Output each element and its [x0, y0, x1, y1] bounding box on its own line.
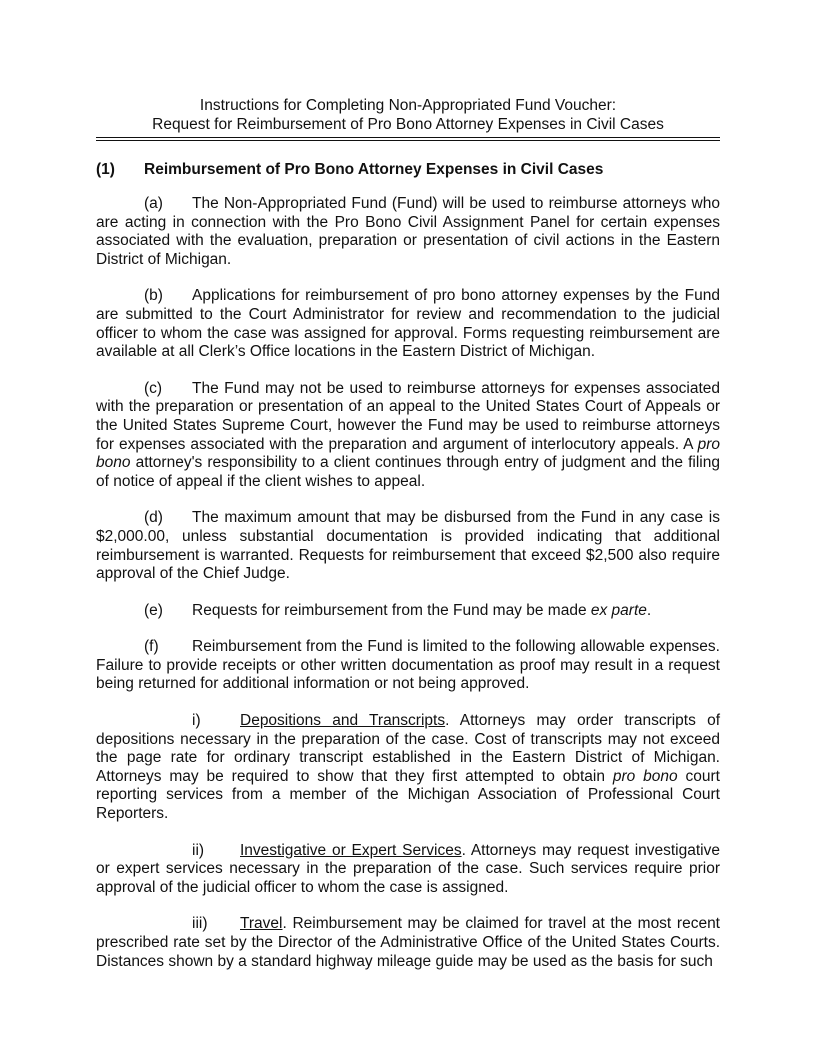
subitem-text: . Attorneys may request investigative or expert services necessary in the preparation of the case. Such services require prior approval of the judicial officer to whom the case is assigned. [96, 841, 720, 896]
paragraph-text-cont: . [646, 601, 652, 619]
paragraph-label: (c) [144, 379, 163, 397]
paragraph-d [96, 509, 720, 583]
document-title [96, 96, 720, 134]
title-rule-bottom [96, 140, 720, 141]
italic-term: pro bono [96, 435, 720, 472]
paragraph-label: (d) [144, 509, 163, 527]
subitem-title: Travel [240, 915, 283, 933]
paragraph-text: The maximum amount that may be disbursed from the Fund in any case is $2,000.00, unless substantial documentation is provided indicating that additional reimbursement is warranted. Requests for reimbursement that exceed $2,500 also require approval of the Chief Judge. [96, 509, 720, 583]
subitem-label: ii) [192, 841, 205, 859]
paragraph-label: (b) [144, 287, 163, 305]
paragraph-f [96, 638, 720, 694]
subitem-ii [96, 842, 720, 898]
paragraph-b [96, 287, 720, 361]
title-line-1: Instructions for Completing Non-Appropriated Fund Voucher: [199, 97, 617, 114]
subitem-label: i) [192, 712, 201, 730]
section-heading [96, 160, 720, 179]
paragraph-text: Requests for reimbursement from the Fund may be made [192, 601, 591, 619]
paragraph-label: (f) [144, 638, 159, 656]
subitem-text-cont: court reporting services from a member of the Michigan Association of Professional Court Reporters. [96, 767, 720, 823]
paragraph-label: (e) [144, 601, 163, 619]
italic-term: pro bono [612, 767, 678, 785]
subitem-text: . Reimbursement may be claimed for travel at the most recent prescribed rate set by the Director of the Administrative Office of the United States Courts. Distances shown by a standard highway mileage guide may be used as the basis for such [96, 915, 720, 970]
paragraph-label: (a) [144, 195, 163, 212]
paragraph-text: Reimbursement from the Fund is limited to the following allowable expenses. Failure to provide receipts or other written documentation as proof may result in a request being returned for additional information or not being approved. [96, 638, 720, 693]
subitem-text: . Attorneys may order transcripts of depositions necessary in the preparation of the case. Cost of transcripts may not exceed the page rate for ordinary transcript established in the Eastern District of Michigan. Attorneys may be required to show that they first attempted to obtain [96, 712, 720, 785]
section-title: Reimbursement of Pro Bono Attorney Expenses in Civil Cases [144, 161, 604, 178]
paragraph-text: The Non-Appropriated Fund (Fund) will be used to reimburse attorneys who are acting in connection with the Pro Bono Civil Assignment Panel for certain expenses associated with the evaluation, preparation or presentation of civil actions in the Eastern District of Michigan. [96, 195, 720, 268]
paragraph-c [96, 380, 720, 492]
paragraph-text: Applications for reimbursement of pro bono attorney expenses by the Fund are submitted to the Court Administrator for review and recommendation to the judicial officer to whom the case was assigned for approval. Forms requesting reimbursement are available at all Clerk’s Office locations in the Eastern District of Michigan. [96, 287, 720, 361]
section-number: (1) [96, 161, 115, 178]
subitem-i [96, 712, 720, 824]
document-page [96, 96, 720, 971]
subitem-title: Investigative or Expert Services [240, 841, 462, 859]
title-line-2: Request for Reimbursement of Pro Bono Attorney Expenses in Civil Cases [152, 116, 664, 133]
paragraph-text-cont: attorney's responsibility to a client continues through entry of judgment and the filing of notice of appeal if the client wishes to appeal. [96, 454, 720, 490]
subitem-title: Depositions and Transcripts [240, 712, 446, 730]
subitem-iii [96, 915, 720, 971]
italic-term: ex parte [590, 601, 647, 619]
paragraph-text: The Fund may not be used to reimburse attorneys for expenses associated with the preparation or presentation of an appeal to the United States Court of Appeals or the United States Supreme Court, however the Fund may be used to reimburse attorneys for expenses associated with the preparation and argument of interlocutory appeals. A [96, 379, 720, 453]
paragraph-e [96, 602, 720, 621]
paragraph-a [96, 195, 720, 269]
subitem-label: iii) [192, 915, 208, 933]
title-rule-top [96, 137, 720, 138]
